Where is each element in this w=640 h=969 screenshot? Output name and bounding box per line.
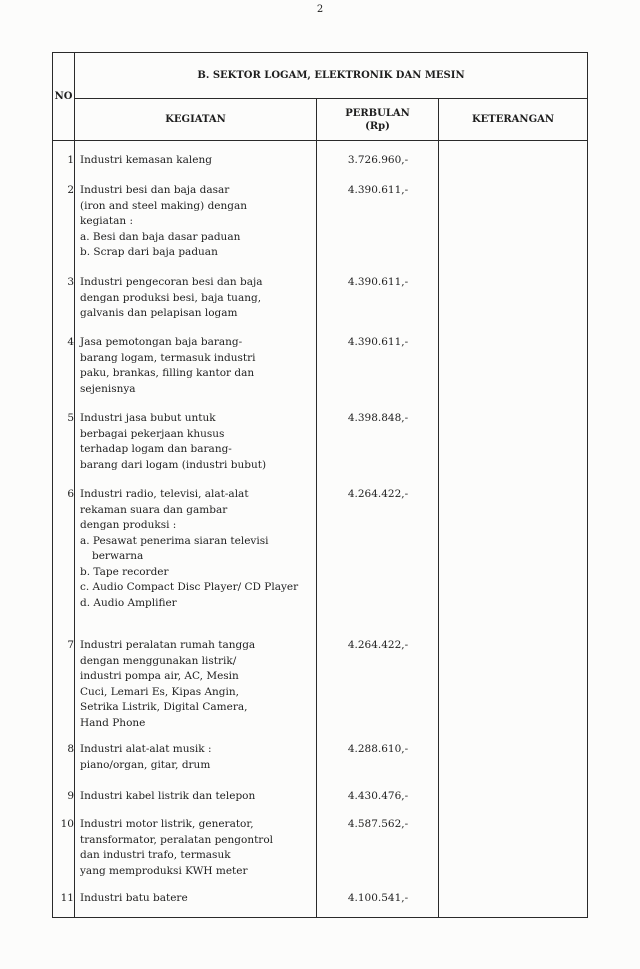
header-perbulan-unit: (Rp) <box>365 120 390 132</box>
row-value: 4.264.422,- <box>347 488 409 500</box>
activity-line: b. Tape recorder <box>80 565 169 578</box>
row-number: 4 <box>67 336 74 348</box>
row-number: 10 <box>60 818 74 830</box>
row-value: 3.726.960,- <box>347 154 409 166</box>
row-value: 4.390.611,- <box>347 184 409 196</box>
activity-line: c. Audio Compact Disc Player/ CD Player <box>80 581 299 593</box>
row-activity <box>80 638 310 731</box>
activity-line: dengan menggunakan listrik/ <box>80 654 237 667</box>
row-value: 4.587.562,- <box>347 818 409 830</box>
row-value: 4.100.541,- <box>347 892 409 904</box>
row-number: 3 <box>67 276 74 288</box>
activity-line: galvanis dan pelapisan logam <box>80 307 238 319</box>
row-number: 2 <box>67 184 74 196</box>
activity-line: Industri besi dan baja dasar <box>80 184 230 196</box>
activity-line: berbagai pekerjaan khusus <box>80 427 225 440</box>
activity-line: Jasa pemotongan baja barang- <box>80 336 243 348</box>
activity-line: yang memproduksi KWH meter <box>80 864 248 877</box>
activity-line: dengan produksi besi, baja tuang, <box>80 291 262 304</box>
header-kegiatan: KEGIATAN <box>165 114 226 125</box>
activity-line: barang dari logam (industri bubut) <box>80 458 267 471</box>
activity-line: Industri kabel listrik dan telepon <box>80 790 256 802</box>
row-number: 7 <box>67 639 74 651</box>
header-perbulan <box>317 99 438 140</box>
row-activity <box>80 487 310 611</box>
activity-line: kegiatan : <box>80 215 134 227</box>
activity-line: Industri motor listrik, generator, <box>80 818 254 830</box>
row-number: 9 <box>67 790 74 802</box>
activity-line: barang logam, termasuk industri <box>80 351 256 364</box>
header-keterangan: KETERANGAN <box>471 114 555 125</box>
row-activity <box>80 742 310 773</box>
row-value: 4.390.611,- <box>347 336 409 348</box>
row-number: 11 <box>60 892 74 904</box>
activity-line: industri pompa air, AC, Mesin <box>80 670 239 682</box>
row-value: 4.288.610,- <box>347 743 409 755</box>
activity-line: terhadap logam dan barang- <box>80 443 232 455</box>
row-number: 5 <box>67 412 74 424</box>
row-activity <box>80 891 310 907</box>
activity-line: transformator, peralatan pengontrol <box>80 833 274 846</box>
activity-line: sejenisnya <box>80 382 136 395</box>
row-activity <box>80 183 310 261</box>
row-value: 4.390.611,- <box>347 276 409 288</box>
activity-line: Industri batu batere <box>80 892 188 904</box>
activity-line: Industri pengecoran besi dan baja <box>80 276 263 288</box>
row-value: 4.430.476,- <box>347 790 409 802</box>
activity-line: paku, brankas, filling kantor dan <box>80 367 255 379</box>
page-number: 2 <box>316 4 324 15</box>
activity-line: dan industri trafo, termasuk <box>80 849 231 861</box>
wage-table <box>52 52 588 918</box>
header-perbulan-label: PERBULAN <box>345 107 410 119</box>
activity-line: Industri radio, televisi, alat-alat <box>80 488 249 500</box>
row-number: 8 <box>67 743 74 755</box>
activity-line: rekaman suara dan gambar <box>80 503 228 516</box>
activity-line: d. Audio Amplifier <box>80 596 177 609</box>
activity-line: Industri alat-alat musik : <box>80 743 212 755</box>
row-value: 4.398.848,- <box>347 412 409 424</box>
row-activity <box>80 411 310 473</box>
activity-line: Setrika Listrik, Digital Camera, <box>80 701 248 713</box>
row-activity <box>80 275 310 322</box>
activity-line: Cuci, Lemari Es, Kipas Angin, <box>80 685 239 698</box>
header-sector-title: B. SEKTOR LOGAM, ELEKTRONIK DAN MESIN <box>197 70 465 81</box>
row-activity <box>80 817 310 879</box>
col-divider-no <box>74 53 75 917</box>
activity-line: piano/organ, gitar, drum <box>80 758 211 771</box>
row-activity <box>80 335 310 397</box>
row-number: 1 <box>67 154 74 166</box>
activity-line: b. Scrap dari baja paduan <box>80 246 218 258</box>
row-number: 6 <box>67 488 74 500</box>
activity-line: Industri jasa bubut untuk <box>80 412 216 424</box>
row-activity <box>80 789 310 805</box>
activity-line: dengan produksi : <box>80 519 177 531</box>
activity-line: Industri peralatan rumah tangga <box>80 639 256 651</box>
row-value: 4.264.422,- <box>347 639 409 651</box>
activity-line: (iron and steel making) dengan <box>80 199 248 212</box>
activity-line: Industri kemasan kaleng <box>80 154 212 166</box>
activity-line: Hand Phone <box>80 716 146 729</box>
activity-line: a. Pesawat penerima siaran televisi berwarna <box>80 534 269 562</box>
row-activity <box>80 153 310 169</box>
header-divider-lower <box>53 140 587 141</box>
activity-line: a. Besi dan baja dasar paduan <box>80 230 241 243</box>
header-no: NO <box>54 91 73 102</box>
